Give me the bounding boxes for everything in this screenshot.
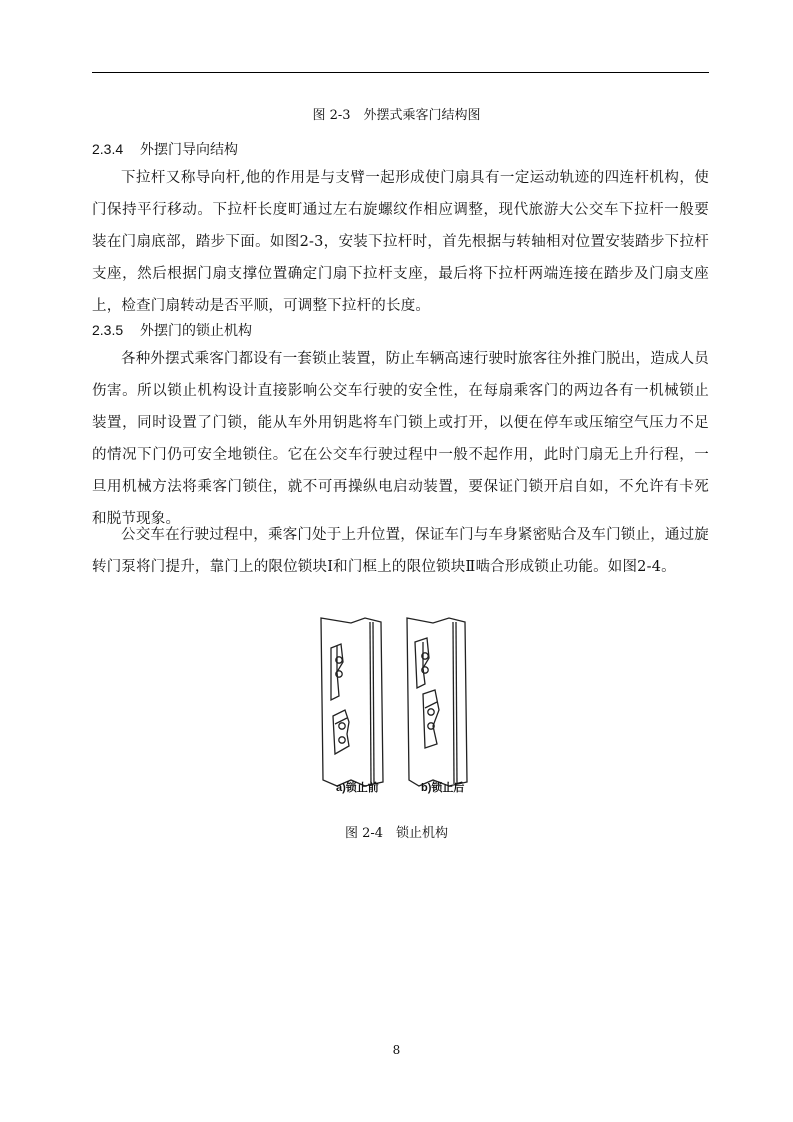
page-number: 8 [392, 1043, 401, 1057]
header-rule [92, 72, 709, 73]
panel-before-lock [321, 618, 383, 786]
section-title: 外摆门的锁止机构 [140, 323, 252, 339]
section-2-3-4-heading [92, 139, 238, 159]
section-2-3-5-paragraph-1: 各种外摆式乘客门都设有一套锁止装置，防止车辆高速行驶时旅客往外推门脱出，造成人员伤害。所以锁止机构设计直接影响公交车行驶的安全性，在每扇乘客门的两边各有一机械锁止装置，同时设置了门锁，能从车外用钥匙将车门锁上或打开，以便在停车或压缩空气压力不足的情况下门仍可安全地锁住。它在公交车行驶过程中一般不起作用，此时门扇无上升行程，一旦用机械方法将乘客门锁住，就不可再操纵电启动装置，要保证门锁开启自如，不允许有卡死和脱节现象。 [92, 351, 709, 527]
panel-after-lock [407, 618, 467, 786]
figure-label-after: b)锁止后 [421, 782, 465, 794]
section-2-3-5-heading [92, 320, 252, 340]
figure-2-4-caption: 图 2-4 锁止机构 [344, 826, 449, 841]
figure-2-3-caption: 图 2-3 外摆式乘客门结构图 [312, 108, 481, 123]
section-2-3-4-paragraph: 下拉杆又称导向杆,他的作用是与支臂一起形成使门扇具有一定运动轨迹的四连杆机构，使门保持平行移动。下拉杆长度町通过左右旋螺纹作相应调整，现代旅游大公交车下拉杆一般要装在门扇底部，踏步下面。如图2-3，安装下拉杆时，首先根据与转轴相对位置安装踏步下拉杆支座，然后根据门扇支撑位置确定门扇下拉杆支座，最后将下拉杆两端连接在踏步及门扇支座上，检查门扇转动是否平顺，可调整下拉杆的长度。 [92, 170, 709, 314]
section-number: 2.3.5 [92, 322, 124, 338]
section-title: 外摆门导向结构 [140, 142, 238, 158]
section-number: 2.3.4 [92, 141, 124, 157]
section-2-3-5-paragraph-2: 公交车在行驶过程中，乘客门处于上升位置，保证车门与车身紧密贴合及车门锁止，通过旋转门泵将门提升，靠门上的限位锁块I和门框上的限位锁块Ⅱ啮合形成锁止功能。如图2-4。 [92, 527, 709, 575]
lock-mechanism-figure [315, 614, 475, 800]
figure-label-before: a)锁止前 [336, 782, 379, 794]
